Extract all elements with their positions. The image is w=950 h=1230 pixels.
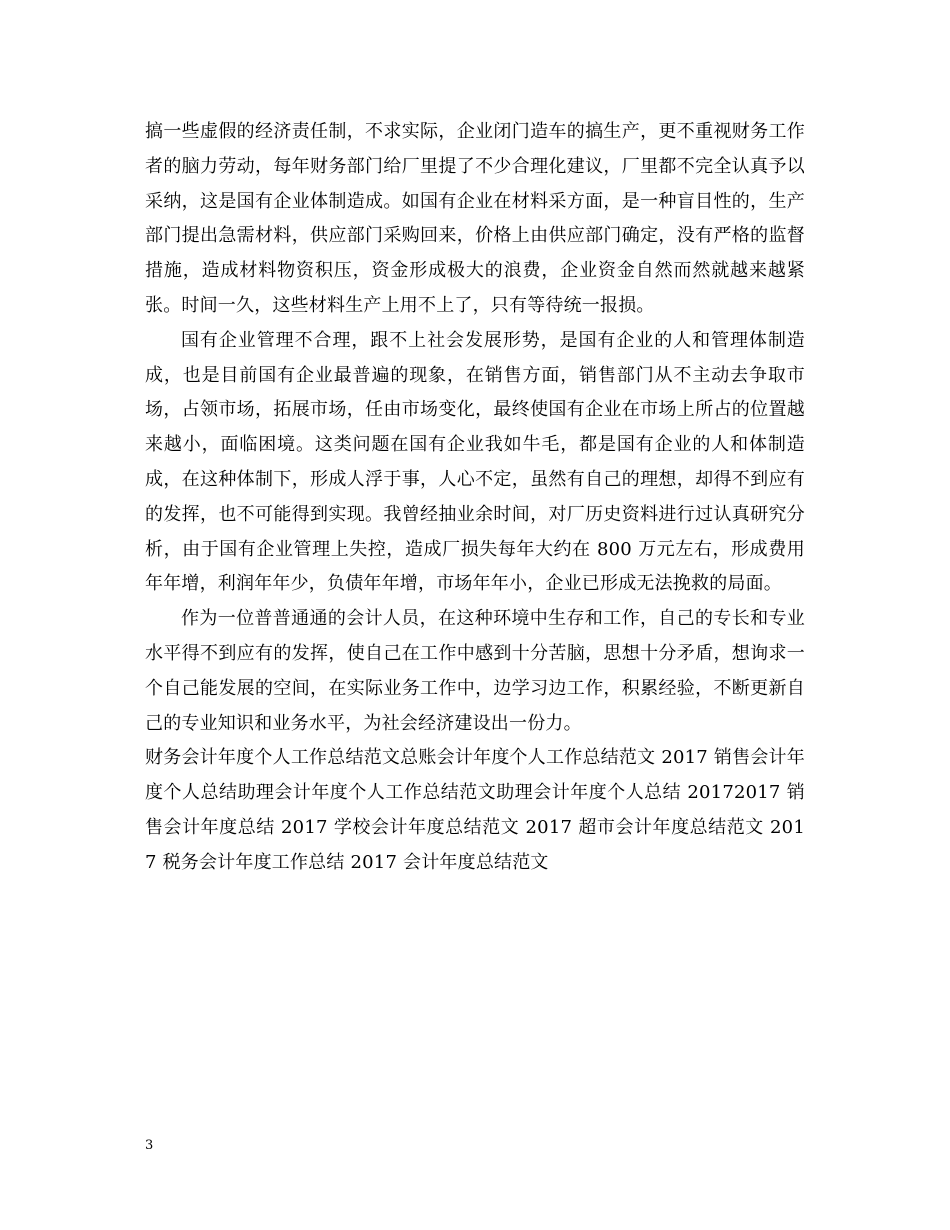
page-number: 3 <box>145 1138 154 1153</box>
document-body <box>145 115 805 881</box>
paragraph-related-titles: 财务会计年度个人工作总结范文总账会计年度个人工作总结范文 2017 销售会计年度个人总结助理会计年度个人工作总结范文助理会计年度个人总结 20172017 销售会计年度总结 2017 学校会计年度总结范文 2017 超市会计年度总结范文 2017 税务会计年度工作总结 2017 会计年度总结范文 <box>145 747 805 873</box>
paragraph-personal-reflection: 作为一位普普通通的会计人员，在这种环境中生存和工作，自己的专长和专业水平得不到应有的发挥，使自己在工作中感到十分苦脑，思想十分矛盾，想询求一个自己能发展的空间，在实际业务工作中，边学习边工作，积累经验，不断更新自己的专业知识和业务水平，为社会经济建设出一份力。 <box>145 608 805 734</box>
paragraph-management-issues: 国有企业管理不合理，跟不上社会发展形势，是国有企业的人和管理体制造成，也是目前国有企业最普遍的现象，在销售方面，销售部门从不主动去争取市场，占领市场，拓展市场，任由市场变化，最终使国有企业在市场上所占的位置越来越小，面临困境。这类问题在国有企业我如牛毛，都是国有企业的人和体制造成，在这种体制下，形成人浮于事，人心不定，虽然有自己的理想，却得不到应有的发挥，也不可能得到实现。我曾经抽业余时间，对厂历史资料进行过认真研究分析，由于国有企业管理上失控，造成厂损失每年大约在 800 万元左右，形成费用年年增，利润年年少，负债年年增，市场年年小，企业已形成无法挽救的局面。 <box>145 329 805 595</box>
paragraph-continuation: 搞一些虚假的经济责任制，不求实际，企业闭门造车的搞生产，更不重视财务工作者的脑力劳动，每年财务部门给厂里提了不少合理化建议，厂里都不完全认真予以采纳，这是国有企业体制造成。如国有企业在材料采方面，是一种盲目性的，生产部门提出急需材料，供应部门采购回来，价格上由供应部门确定，没有严格的监督措施，造成材料物资积压，资金形成极大的浪费，企业资金自然而然就越来越紧张。时间一久，这些材料生产上用不上了，只有等待统一报损。 <box>145 121 805 316</box>
